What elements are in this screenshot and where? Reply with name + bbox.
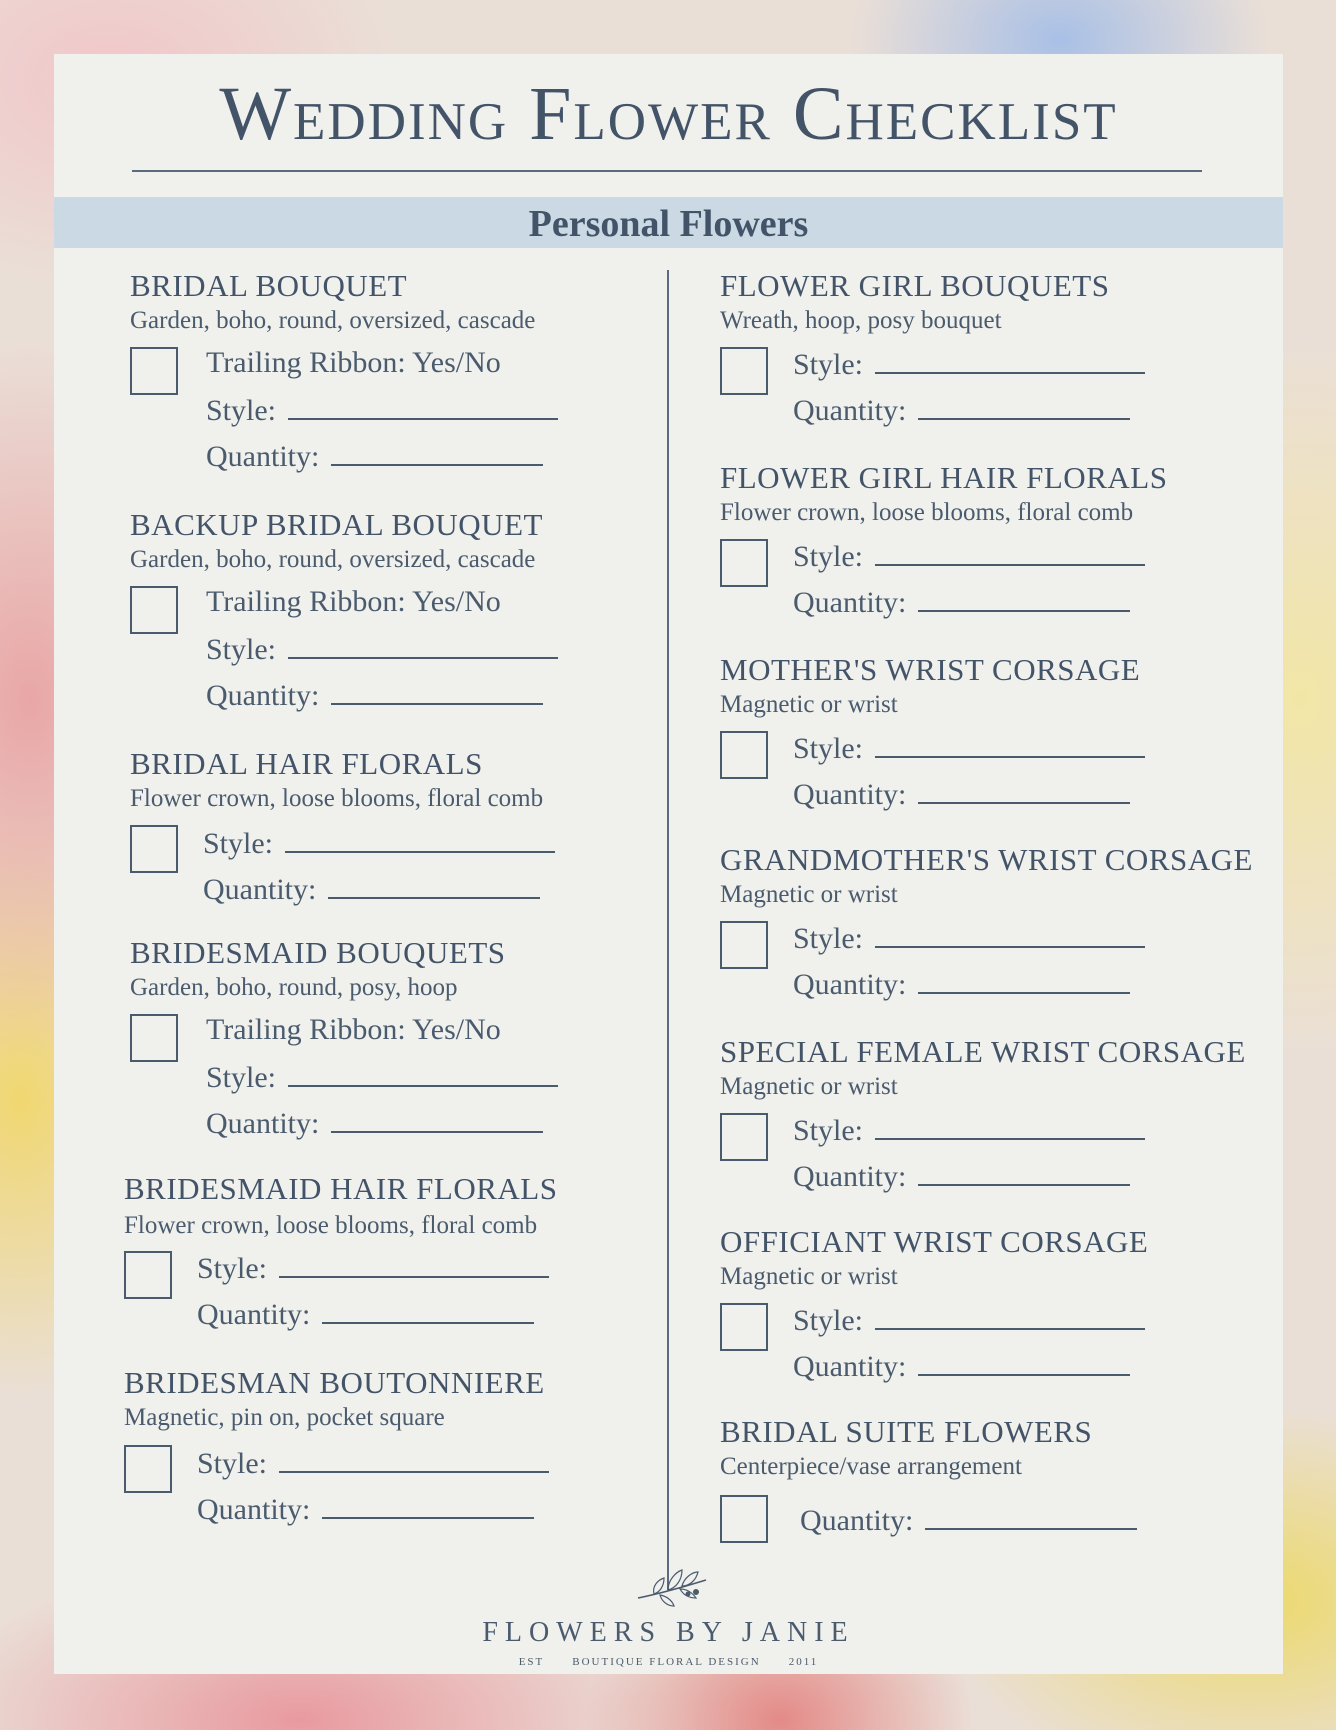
quantity-input-line[interactable] [322,1298,534,1324]
field-label: Style: [206,1061,277,1094]
field-label: Quantity: [793,394,907,427]
item-checkbox[interactable] [130,825,178,873]
item-subtitle: Flower crown, loose blooms, floral comb [124,1212,538,1239]
item-checkbox[interactable] [124,1251,172,1299]
style-input-line[interactable] [288,1061,558,1087]
quantity-input-line[interactable] [918,1350,1130,1376]
item-title: SPECIAL FEMALE WRIST CORSAGE [720,1034,1246,1069]
item-subtitle: Wreath, hoop, posy bouquet [720,307,1002,334]
item-title: OFFICIANT WRIST CORSAGE [720,1224,1149,1259]
page-title: Wedding Flower Checklist [219,72,1118,156]
item-field [206,440,543,472]
field-label: Quantity: [206,440,320,473]
item-subtitle: Magnetic or wrist [720,1073,898,1100]
item-checkbox[interactable] [720,921,768,969]
style-input-line[interactable] [875,922,1145,948]
item-subtitle: Magnetic, pin on, pocket square [124,1404,445,1431]
item-field [793,1350,1130,1382]
item-title: BRIDAL HAIR FLORALS [130,746,483,781]
item-subtitle: Magnetic or wrist [720,691,898,718]
sprig-logo-icon [632,1564,712,1610]
style-input-line[interactable] [875,540,1145,566]
field-label: Quantity: [203,873,317,906]
item-field [206,348,501,378]
item-field [793,732,1145,764]
field-label: Quantity: [800,1504,914,1537]
item-field [206,633,558,665]
section-band [54,197,1283,248]
item-subtitle: Magnetic or wrist [720,1263,898,1290]
item-field [197,1493,534,1525]
item-title: BRIDESMAN BOUTONNIERE [124,1365,545,1400]
brand-name: FLOWERS BY JANIE [482,1617,855,1648]
item-field [793,968,1130,1000]
field-label: Style: [206,633,277,666]
item-title: BRIDESMAID HAIR FLORALS [124,1171,558,1206]
item-title: FLOWER GIRL HAIR FLORALS [720,460,1168,495]
item-field [197,1298,534,1330]
item-subtitle: Garden, boho, round, posy, hoop [130,974,458,1001]
item-field [793,1160,1130,1192]
item-checkbox[interactable] [130,586,178,634]
quantity-input-line[interactable] [925,1504,1137,1530]
item-checkbox[interactable] [720,1495,768,1543]
field-label: Style: [197,1252,268,1285]
style-input-line[interactable] [288,394,558,420]
style-input-line[interactable] [875,1114,1145,1140]
item-field [793,394,1130,426]
quantity-input-line[interactable] [918,1160,1130,1186]
item-checkbox[interactable] [720,1303,768,1351]
quantity-input-line[interactable] [331,1107,543,1133]
quantity-input-line[interactable] [331,440,543,466]
field-label: Quantity: [197,1298,311,1331]
item-field [197,1252,549,1284]
checklist-card [54,54,1283,1674]
item-field [793,586,1130,618]
item-title: BRIDAL BOUQUET [130,268,408,303]
brand-tagline [54,1657,1283,1668]
item-field [793,1304,1145,1336]
quantity-input-line[interactable] [322,1493,534,1519]
item-field [793,540,1145,572]
item-checkbox[interactable] [720,347,768,395]
style-input-line[interactable] [288,633,558,659]
field-label: Style: [203,827,274,860]
quantity-input-line[interactable] [328,873,540,899]
field-label: Quantity: [206,679,320,712]
field-label: Trailing Ribbon: Yes/No [206,585,501,618]
item-checkbox[interactable] [130,347,178,395]
field-label: Style: [206,394,277,427]
item-title: MOTHER'S WRIST CORSAGE [720,652,1141,687]
item-field [203,873,540,905]
field-label: Trailing Ribbon: Yes/No [206,346,501,379]
item-field [206,587,501,617]
item-checkbox[interactable] [124,1445,172,1493]
item-checkbox[interactable] [720,539,768,587]
style-input-line[interactable] [875,1304,1145,1330]
brand-tagline-text: BOUTIQUE FLORAL DESIGN [572,1656,761,1668]
field-label: Style: [197,1447,268,1480]
item-field [206,1015,501,1045]
field-label: Style: [793,1304,864,1337]
field-label: Quantity: [793,1160,907,1193]
item-title: BRIDESMAID BOUQUETS [130,935,506,970]
item-field [793,778,1130,810]
title-divider [132,170,1202,172]
item-field [793,1114,1145,1146]
field-label: Quantity: [197,1493,311,1526]
field-label: Style: [793,348,864,381]
field-label: Quantity: [793,968,907,1001]
style-input-line[interactable] [285,827,555,853]
style-input-line[interactable] [279,1447,549,1473]
item-checkbox[interactable] [130,1014,178,1062]
item-subtitle: Flower crown, loose blooms, floral comb [130,785,544,812]
item-subtitle: Garden, boho, round, oversized, cascade [130,546,536,573]
item-subtitle: Centerpiece/vase arrangement [720,1453,1022,1480]
item-checkbox[interactable] [720,731,768,779]
item-field [793,348,1145,380]
item-field [793,922,1145,954]
field-label: Quantity: [793,586,907,619]
item-field [203,827,555,859]
item-title: BRIDAL SUITE FLOWERS [720,1414,1093,1449]
item-field [206,679,543,711]
style-input-line[interactable] [875,348,1145,374]
item-subtitle: Flower crown, loose blooms, floral comb [720,499,1134,526]
field-label: Trailing Ribbon: Yes/No [206,1013,501,1046]
item-title: GRANDMOTHER'S WRIST CORSAGE [720,842,1253,877]
section-title: Personal Flowers [528,203,809,245]
item-field [206,394,558,426]
item-title: FLOWER GIRL BOUQUETS [720,268,1110,303]
field-label: Style: [793,922,864,955]
style-input-line[interactable] [875,732,1145,758]
item-field [206,1107,543,1139]
quantity-input-line[interactable] [918,394,1130,420]
item-title: BACKUP BRIDAL BOUQUET [130,507,543,542]
field-label: Quantity: [206,1107,320,1140]
brand-year: 2011 [788,1656,819,1668]
item-subtitle: Garden, boho, round, oversized, cascade [130,307,536,334]
item-field [197,1447,549,1479]
item-field [206,1061,558,1093]
quantity-input-line[interactable] [331,679,543,705]
quantity-input-line[interactable] [918,586,1130,612]
brand-est: EST [518,1656,545,1668]
quantity-input-line[interactable] [918,968,1130,994]
item-subtitle: Magnetic or wrist [720,881,898,908]
quantity-input-line[interactable] [918,778,1130,804]
item-field [800,1504,1137,1536]
field-label: Style: [793,1114,864,1147]
field-label: Style: [793,540,864,573]
item-checkbox[interactable] [720,1113,768,1161]
column-divider [667,270,669,1590]
field-label: Quantity: [793,1350,907,1383]
field-label: Quantity: [793,778,907,811]
style-input-line[interactable] [279,1252,549,1278]
field-label: Style: [793,732,864,765]
